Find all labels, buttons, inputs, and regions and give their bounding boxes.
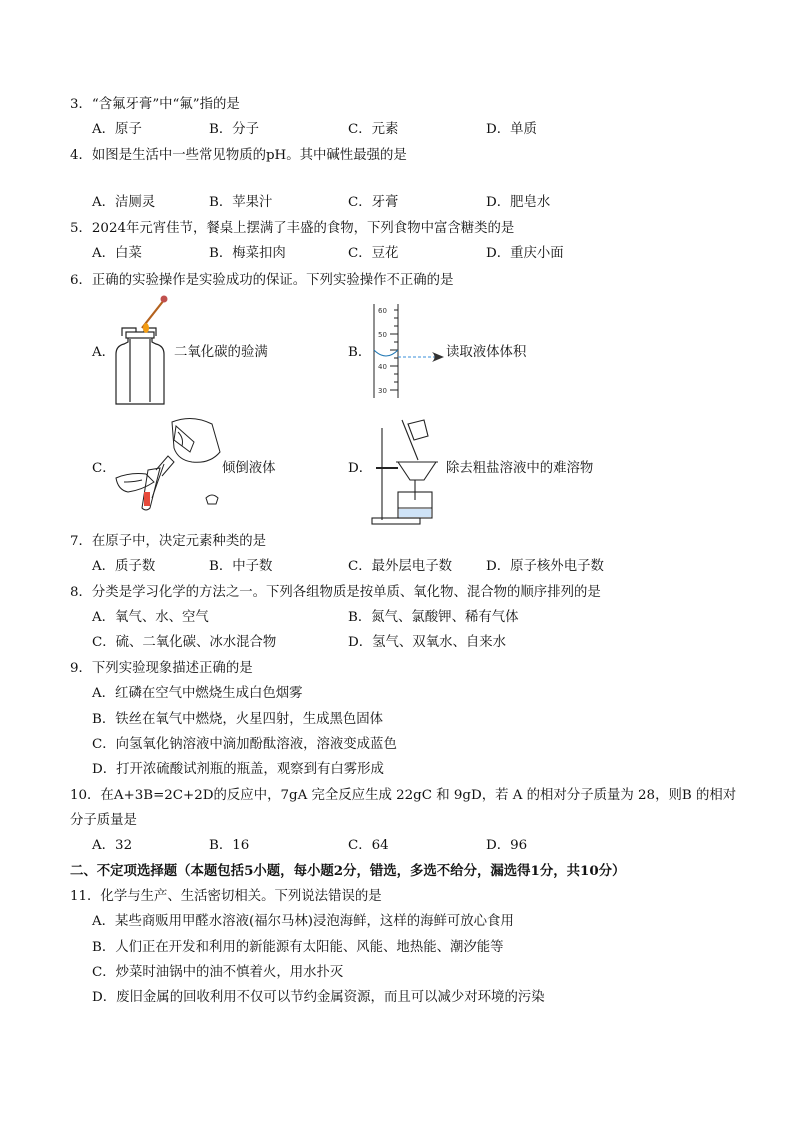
cylinder-tick-50: 50: [378, 331, 387, 339]
section-2-heading: 二、不定项选择题（本题包括5小题，每小题2分，错选，多选不给分，漏选得1分，共10分）: [70, 863, 626, 879]
question-5-stem: 5．2024年元宵佳节，餐桌上摆满了丰盛的食物，下列食物中富含糖类的是: [70, 221, 515, 236]
question-3-option-a: A．原子: [92, 122, 142, 137]
question-11-option-a: A．某些商贩用甲醛水溶液(福尔马林)浸泡海鲜，这样的海鲜可放心食用: [92, 914, 514, 929]
question-7-stem: 7．在原子中，决定元素种类的是: [70, 534, 266, 549]
question-6-option-c-caption: 倾倒液体: [222, 461, 276, 476]
filtration-figure: [368, 412, 448, 526]
question-9-option-d: D．打开浓硫酸试剂瓶的瓶盖，观察到有白雾形成: [92, 762, 384, 777]
question-6-option-c-letter: C．: [92, 461, 116, 476]
question-4-option-d: D．肥皂水: [486, 195, 551, 210]
question-7-option-a: A．质子数: [92, 559, 156, 574]
question-11-option-d: D．废旧金属的回收利用不仅可以节约金属资源，而且可以减少对环境的污染: [92, 990, 545, 1005]
question-4-option-b: B．苹果汁: [209, 195, 273, 210]
question-3-option-c: C．元素: [348, 122, 399, 137]
question-3-stem: 3．“含氟牙膏”中“氟”指的是: [70, 97, 240, 112]
question-10-option-a: A．32: [92, 838, 133, 853]
question-11-option-c: C．炒菜时油锅中的油不慎着火，用水扑灭: [92, 965, 344, 980]
question-6-option-a-caption: 二氧化碳的验满: [174, 345, 268, 360]
question-9-stem: 9．下列实验现象描述正确的是: [70, 661, 253, 676]
question-10-option-b: B．16: [209, 838, 250, 853]
question-11-option-b: B．人们正在开发和利用的新能源有太阳能、风能、地热能、潮汐能等: [92, 940, 504, 955]
question-4-stem: 4．如图是生活中一些常见物质的pH。其中碱性最强的是: [70, 148, 407, 163]
question-7-option-d: D．原子核外电子数: [486, 559, 604, 574]
question-6-option-d-letter: D．: [348, 461, 373, 476]
question-8-stem: 8．分类是学习化学的方法之一。下列各组物质是按单质、氧化物、混合物的顺序排列的是: [70, 585, 601, 600]
question-4-option-a: A．洁厕灵: [92, 195, 156, 210]
question-8-option-a: A．氧气、水、空气: [92, 610, 209, 625]
question-7-option-c: C．最外层电子数: [348, 559, 452, 574]
cylinder-tick-40: 40: [378, 363, 387, 371]
pouring-liquid-figure: [112, 412, 224, 518]
question-6-option-a-letter: A．: [92, 345, 116, 360]
co2-test-full-figure: [112, 292, 172, 407]
question-10-stem-line1: 10．在A+3B=2C+2D的反应中，7gA 完全反应生成 22gC 和 9gD，若 A 的相对分子质量为 28，则B 的相对: [70, 788, 737, 803]
question-8-option-b: B．氮气、氯酸钾、稀有气体: [348, 610, 519, 625]
question-10-stem-line2: 分子质量是: [70, 813, 137, 828]
question-5-option-a: A．白菜: [92, 246, 142, 261]
cylinder-tick-60: 60: [378, 307, 387, 315]
question-6-stem: 6．正确的实验操作是实验成功的保证。下列实验操作不正确的是: [70, 273, 454, 288]
question-4-option-c: C．牙膏: [348, 195, 399, 210]
question-6-option-b-letter: B．: [348, 345, 372, 360]
graduated-cylinder-figure: [368, 300, 448, 400]
question-3-option-b: B．分子: [209, 122, 260, 137]
question-9-option-b: B．铁丝在氧气中燃烧，火星四射，生成黑色固体: [92, 712, 384, 727]
question-3-option-d: D．单质: [486, 122, 537, 137]
question-5-option-c: C．豆花: [348, 246, 399, 261]
question-6-option-b-caption: 读取液体体积: [446, 345, 527, 360]
question-10-option-d: D．96: [486, 838, 528, 853]
question-8-option-d: D．氢气、双氧水、自来水: [348, 635, 507, 650]
question-9-option-a: A．红磷在空气中燃烧生成白色烟雾: [92, 686, 303, 701]
question-9-option-c: C．向氢氧化钠溶液中滴加酚酞溶液，溶液变成蓝色: [92, 737, 397, 752]
question-6-option-d-caption: 除去粗盐溶液中的难溶物: [446, 461, 594, 476]
question-10-option-c: C．64: [348, 838, 389, 853]
question-8-option-c: C．硫、二氧化碳、冰水混合物: [92, 635, 277, 650]
question-11-stem: 11．化学与生产、生活密切相关。下列说法错误的是: [70, 889, 382, 904]
question-5-option-b: B．梅菜扣肉: [209, 246, 286, 261]
cylinder-tick-30: 30: [378, 387, 387, 395]
question-7-option-b: B．中子数: [209, 559, 273, 574]
question-5-option-d: D．重庆小面: [486, 246, 564, 261]
